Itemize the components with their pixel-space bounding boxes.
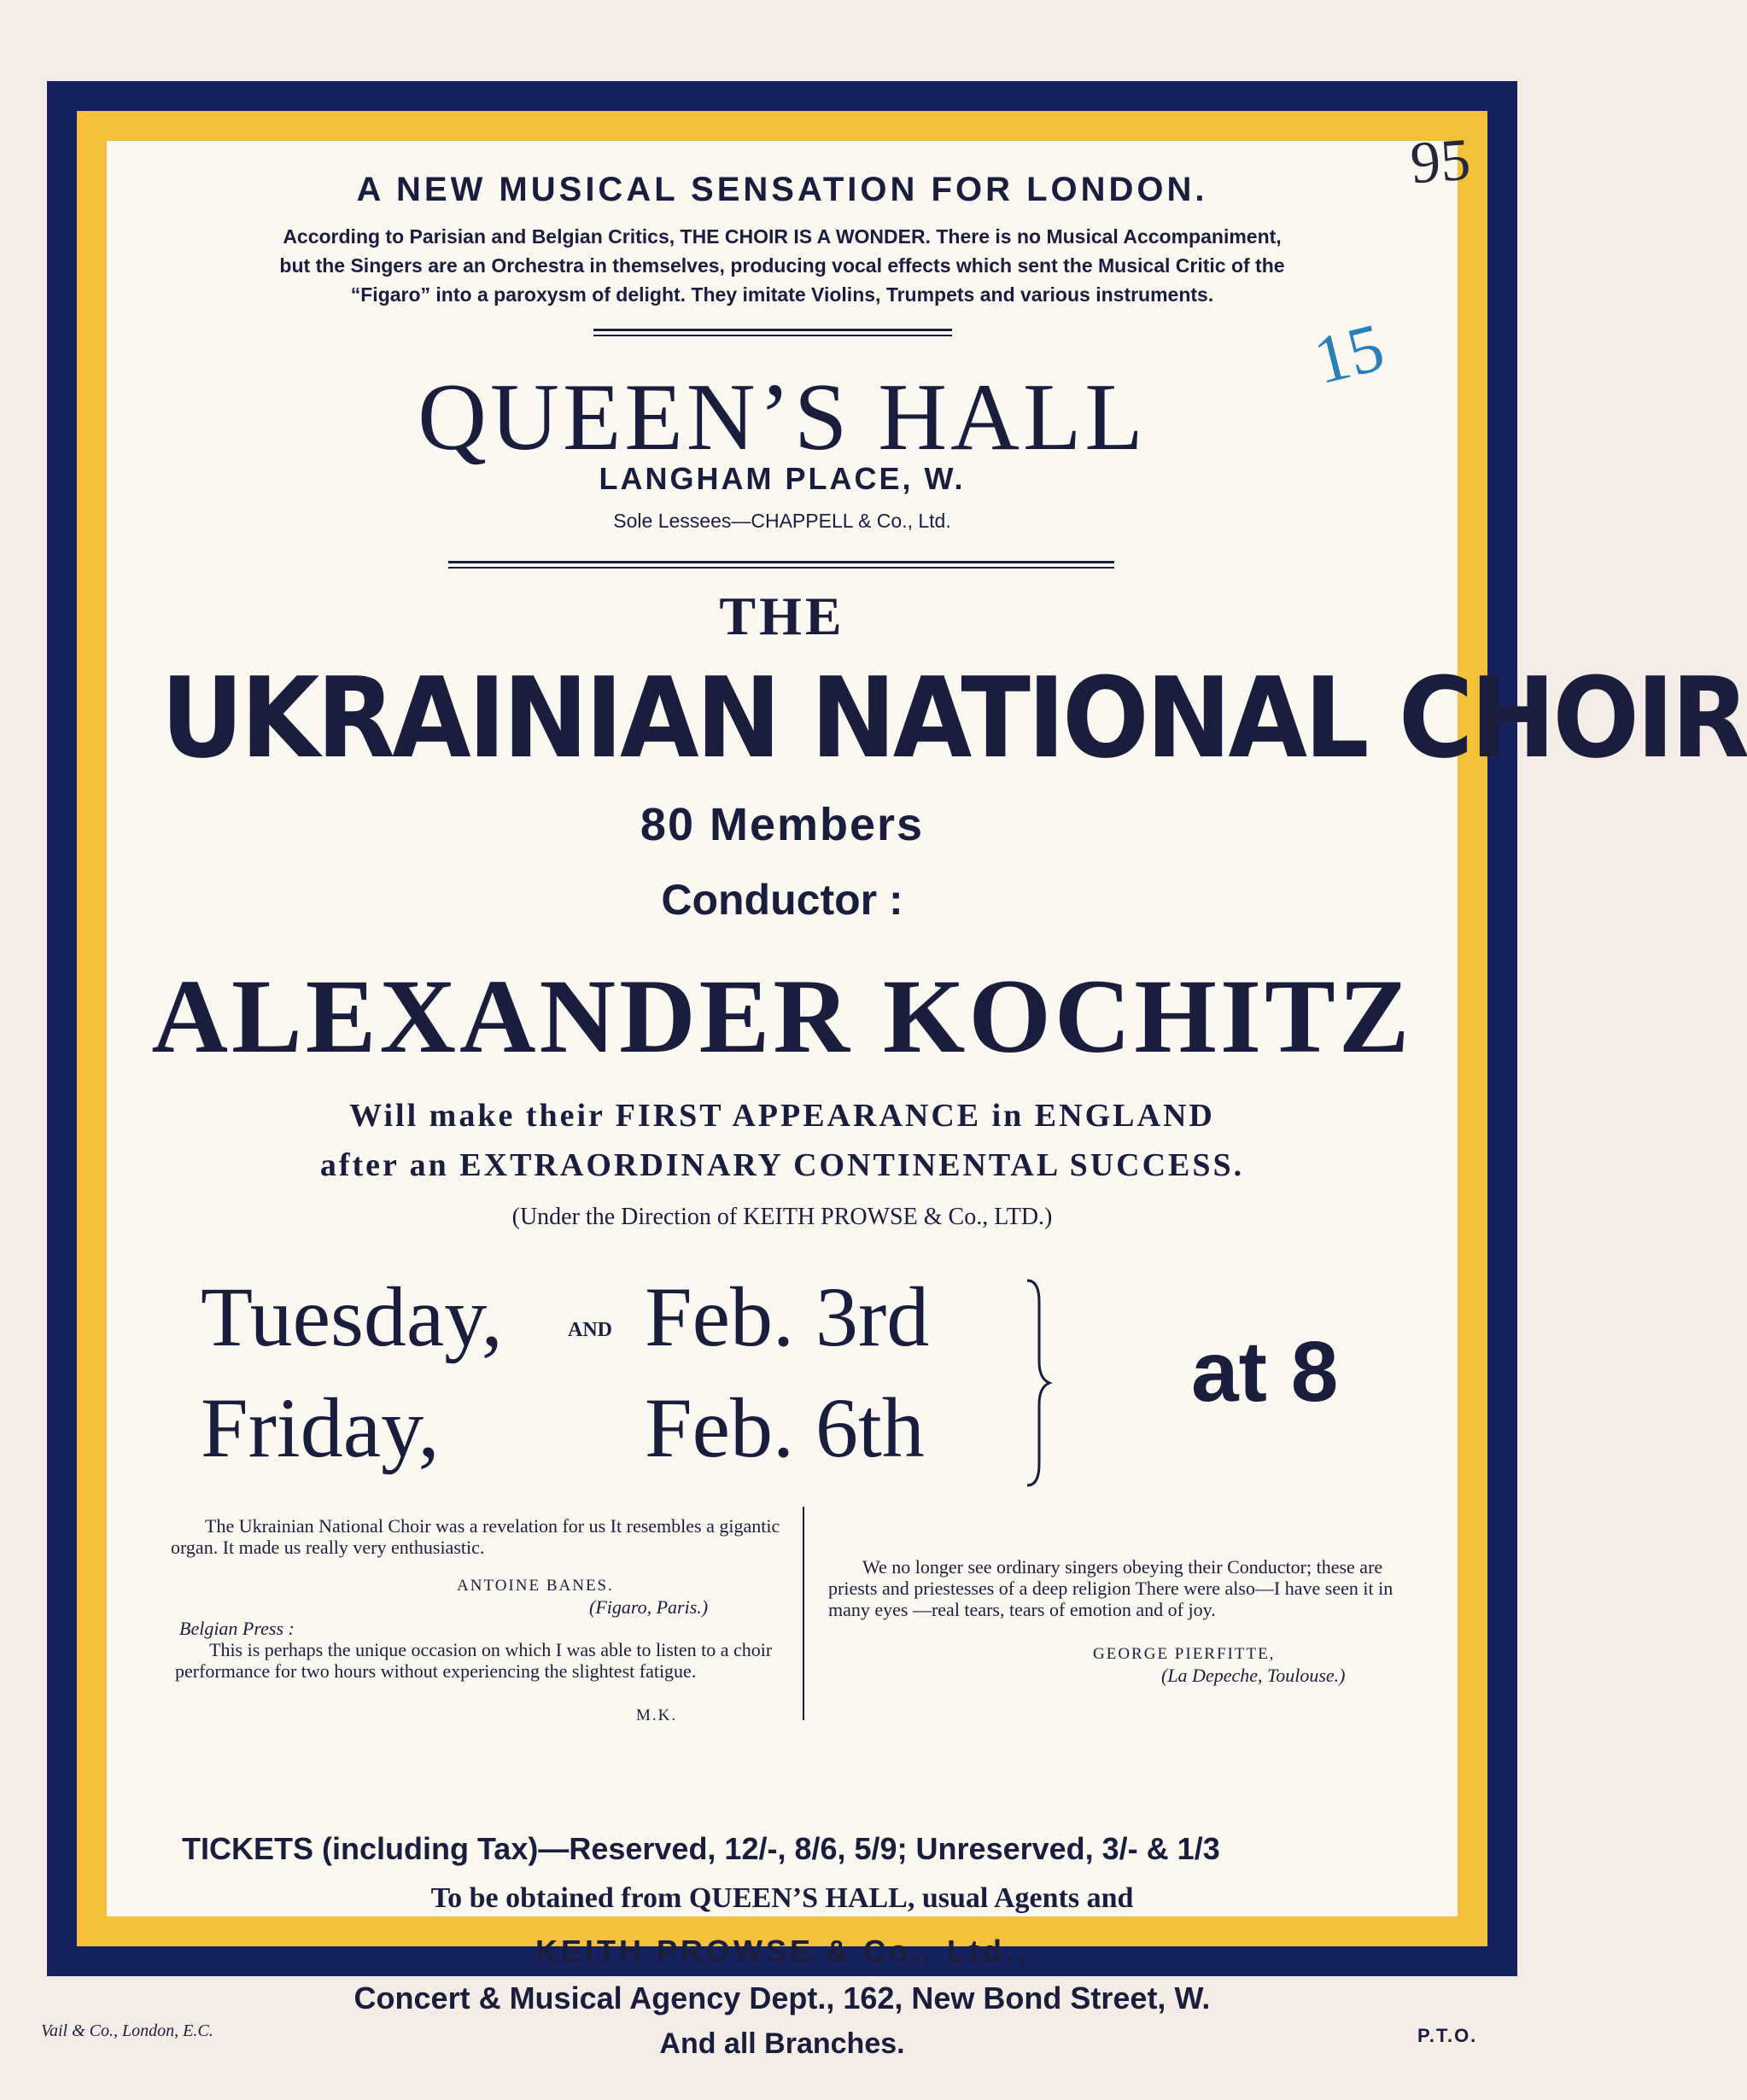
quote-belgian-author: M.K. [636,1706,678,1724]
direction-note: (Under the Direction of KEITH PROWSE & Co., LTD.) [511,1204,1053,1230]
conductor-label: Conductor : [661,876,903,924]
divider-top [593,329,952,331]
quote-belgian: This is perhaps the unique occasion on which I was able to listen to a choir performance for two hours without experiencing the slightest fatigue. [175,1639,773,1682]
tickets-obtain: To be obtained from QUEEN’S HALL, usual Agents and [430,1882,1134,1914]
headline: A NEW MUSICAL SENSATION FOR LONDON. [356,171,1208,208]
venue-name: QUEEN’S HALL [418,365,1147,470]
members-count: 80 Members [640,799,925,850]
venue-street: LANGHAM PLACE, W. [599,461,966,496]
quote-figaro-author: ANTOINE BANES. [457,1577,614,1595]
agency-name: KEITH PROWSE & Co., Ltd., [535,1934,1029,1969]
tickets-prices: TICKETS (including Tax)—Reserved, 12/-, 8/6, 5/9; Unreserved, 3/- & 1/3 [182,1831,1220,1866]
quote-depeche-author: GEORGE PIERFITTE, [1093,1645,1276,1663]
title-the: THE [719,586,845,646]
appearance-line-2: after an EXTRAORDINARY CONTINENTAL SUCCESS. [319,1147,1245,1183]
date-1: Feb. 3rd [645,1269,930,1364]
intro-line-3: “Figaro” into a paroxysm of delight. They imitate Violins, Trumpets and various instruments. [350,283,1214,306]
intro-text [141,222,1423,309]
quotes-divider [803,1507,804,1720]
choir-name: UKRAINIAN NATIONAL CHOIR [161,653,1747,783]
quote-depeche-source: (La Depeche, Toulouse.) [1161,1665,1346,1686]
divider-mid [448,561,1114,563]
handwritten-number: 95 [1408,126,1473,197]
dates-brace [1020,1276,1063,1490]
agency-address: Concert & Musical Agency Dept., 162, New Bond Street, W. [353,1980,1211,2015]
venue-lessees: Sole Lessees—CHAPPELL & Co., Ltd. [613,510,951,532]
day-2: Friday, [201,1380,440,1475]
appearance-line-1: Will make their FIRST APPEARANCE in ENGLAND [349,1098,1215,1134]
date-2: Feb. 6th [645,1380,925,1475]
quote-figaro: The Ukrainian National Choir was a revelation for us It resembles a gigantic organ. It made us really very enthusiastic. [171,1515,780,1558]
printer-credit: Vail & Co., London, E.C. [41,2021,213,2040]
divider-mid-thin [448,567,1114,569]
pto-note: P.T.O. [1417,2025,1478,2046]
conductor-name: ALEXANDER KOCHITZ [151,958,1413,1075]
belgian-press-label: Belgian Press : [179,1618,295,1639]
intro-line-1: According to Parisian and Belgian Critics, THE CHOIR IS A WONDER. There is no Musical Accompaniment, [283,225,1282,248]
branches-note: And all Branches. [659,2027,905,2060]
start-time: at 8 [1191,1324,1339,1420]
and-label: AND [568,1319,612,1341]
handwritten-blue-mark: 15 [1306,309,1392,400]
quote-depeche: We no longer see ordinary singers obeying their Conductor; these are priests and priestesses of a deep religion There were also—I have seen it in many eyes —real tears, tears of emotion and of joy. [828,1556,1394,1620]
divider-top-thin [593,335,952,336]
intro-line-2: but the Singers are an Orchestra in themselves, producing vocal effects which sent the Musical Critic of the [279,254,1285,277]
day-1: Tuesday, [201,1269,503,1364]
quote-figaro-source: (Figaro, Paris.) [589,1596,709,1618]
